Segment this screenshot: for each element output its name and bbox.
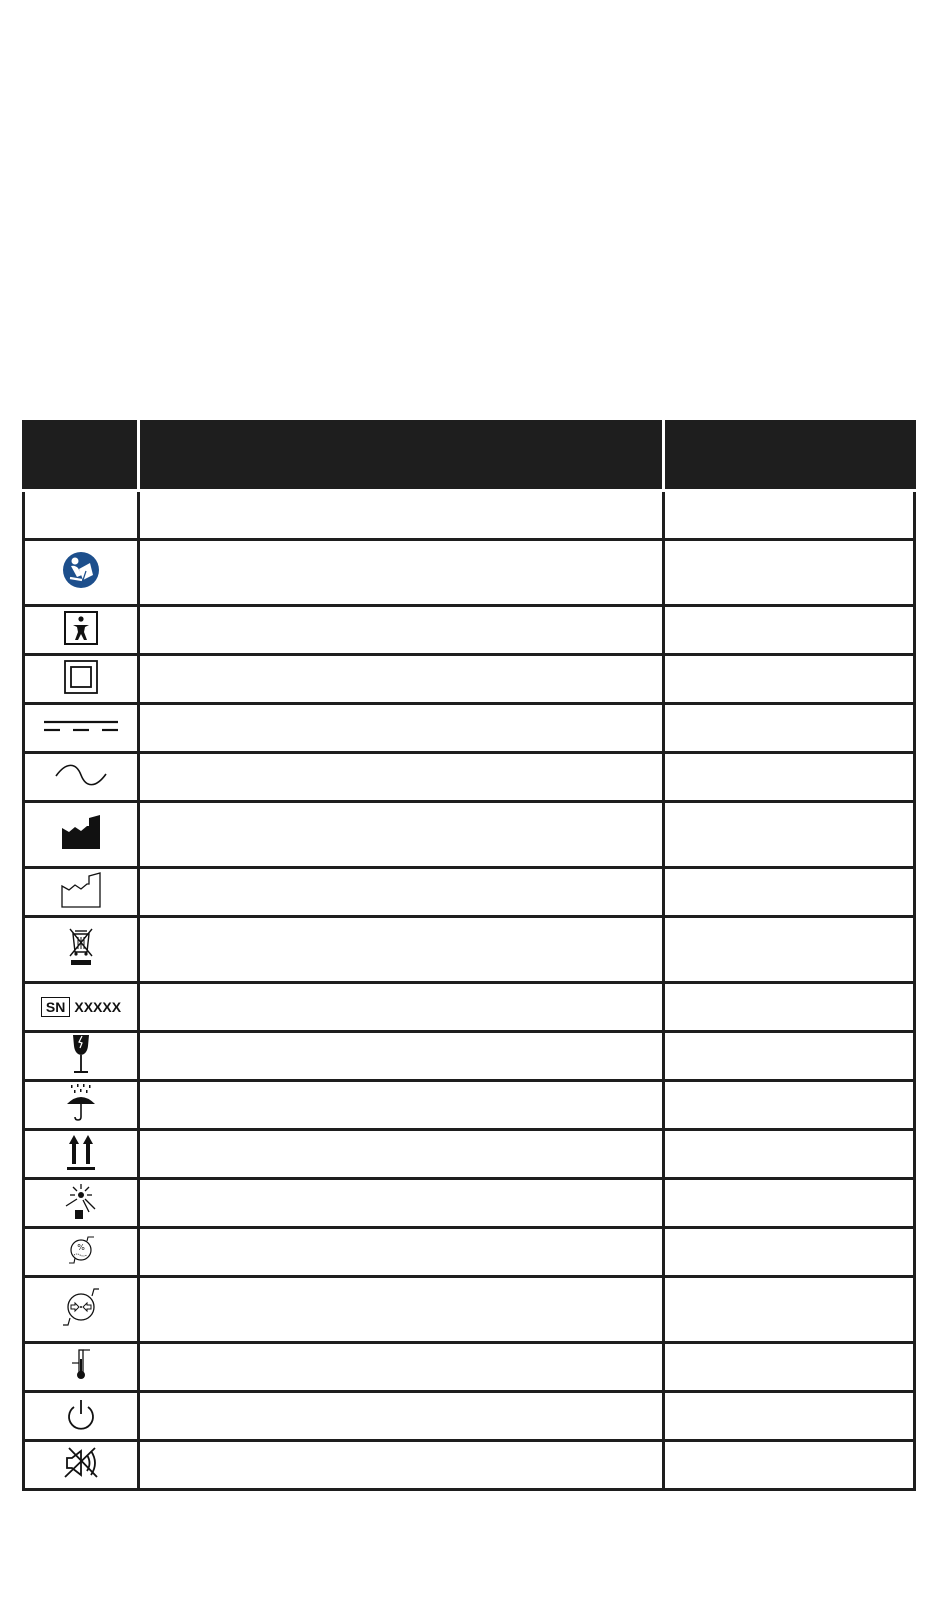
keep-away-from-sunlight-icon: [63, 1182, 99, 1220]
description-cell: [139, 802, 664, 868]
reference-cell: [664, 1441, 915, 1490]
reference-cell: [664, 704, 915, 753]
table-row: [24, 983, 915, 1032]
symbol-cell: [24, 868, 139, 917]
description-cell: [139, 1441, 664, 1490]
table-row: [24, 606, 915, 655]
description-cell: [139, 868, 664, 917]
reference-cell: [664, 1179, 915, 1228]
reference-cell: [664, 491, 915, 540]
description-cell: [139, 1277, 664, 1343]
table-row: [24, 1228, 915, 1277]
table-row: [24, 868, 915, 917]
reference-cell: [664, 1228, 915, 1277]
reference-cell: [664, 606, 915, 655]
reference-cell: [664, 868, 915, 917]
symbol-cell: [24, 540, 139, 606]
serial-number-symbol: [41, 997, 121, 1017]
description-cell: [139, 1179, 664, 1228]
symbol-cell: [24, 1130, 139, 1179]
reference-cell: [664, 540, 915, 606]
symbol-cell: [24, 491, 139, 540]
reference-cell: [664, 1392, 915, 1441]
reference-cell: [664, 983, 915, 1032]
symbol-cell: [24, 802, 139, 868]
symbols-table: [22, 420, 916, 1491]
audio-alarm-off-icon: [61, 1445, 101, 1481]
description-cell: [139, 540, 664, 606]
table-row: [24, 753, 915, 802]
symbol-cell: [24, 606, 139, 655]
serial-number-label: SN: [41, 997, 70, 1017]
symbol-cell: [24, 1032, 139, 1081]
description-cell: [139, 983, 664, 1032]
table-row: [24, 1081, 915, 1130]
symbol-cell: [24, 753, 139, 802]
symbol-cell: [24, 704, 139, 753]
table-row: [24, 1179, 915, 1228]
reference-cell: [664, 1130, 915, 1179]
serial-number-value: XXXXX: [74, 999, 122, 1015]
reference-cell: [664, 1081, 915, 1130]
date-of-manufacture-icon: [61, 872, 101, 908]
table-row: [24, 917, 915, 983]
description-cell: [139, 1228, 664, 1277]
symbol-cell: [24, 1277, 139, 1343]
standby-power-icon: [64, 1397, 98, 1431]
description-cell: [139, 917, 664, 983]
table-row: [24, 802, 915, 868]
description-cell: [139, 491, 664, 540]
reference-cell: [664, 802, 915, 868]
direct-current-icon: [44, 718, 118, 734]
consult-instructions-icon: [62, 551, 100, 589]
class-ii-equipment-icon: [63, 659, 99, 695]
table-row: [24, 1130, 915, 1179]
symbol-cell: [24, 1081, 139, 1130]
humidity-limitation-icon: [65, 1234, 97, 1266]
table-row: [24, 655, 915, 704]
applied-part-type-bf-icon: [63, 610, 99, 646]
symbol-cell: [24, 983, 139, 1032]
description-cell: [139, 1392, 664, 1441]
description-cell: [139, 655, 664, 704]
symbol-cell: [24, 1179, 139, 1228]
symbol-cell: [24, 1228, 139, 1277]
description-cell: [139, 606, 664, 655]
svg-text:%: %: [77, 1242, 85, 1252]
description-cell: [139, 1081, 664, 1130]
symbol-cell: [24, 1441, 139, 1490]
symbol-cell: [24, 1343, 139, 1392]
table-row: [24, 1343, 915, 1392]
header-cell-symbol: [24, 422, 139, 491]
table-header-row: [24, 422, 915, 491]
this-way-up-arrows-icon: [66, 1133, 96, 1171]
description-cell: [139, 704, 664, 753]
reference-cell: [664, 1032, 915, 1081]
description-cell: [139, 1130, 664, 1179]
alternating-current-icon: [54, 764, 108, 786]
keep-dry-umbrella-icon: [65, 1084, 97, 1122]
description-cell: [139, 1343, 664, 1392]
symbol-cell: [24, 1392, 139, 1441]
table-row: [24, 540, 915, 606]
header-cell-reference: [664, 422, 915, 491]
fragile-glass-icon: [69, 1034, 93, 1074]
symbol-cell: [24, 917, 139, 983]
table-row: [24, 1441, 915, 1490]
table-row: [24, 491, 915, 540]
manufacturer-icon: [61, 814, 101, 850]
reference-cell: [664, 655, 915, 704]
reference-cell: [664, 917, 915, 983]
weee-crossed-bin-icon: [66, 927, 96, 967]
atmospheric-pressure-limitation-icon: [61, 1287, 101, 1327]
reference-cell: [664, 1343, 915, 1392]
description-cell: [139, 753, 664, 802]
table-row: [24, 1277, 915, 1343]
reference-cell: [664, 753, 915, 802]
symbol-cell: [24, 655, 139, 704]
temperature-limitation-icon: [69, 1347, 93, 1383]
table-row: [24, 1392, 915, 1441]
table-row: [24, 1032, 915, 1081]
table-row: [24, 704, 915, 753]
header-cell-description: [139, 422, 664, 491]
reference-cell: [664, 1277, 915, 1343]
description-cell: [139, 1032, 664, 1081]
